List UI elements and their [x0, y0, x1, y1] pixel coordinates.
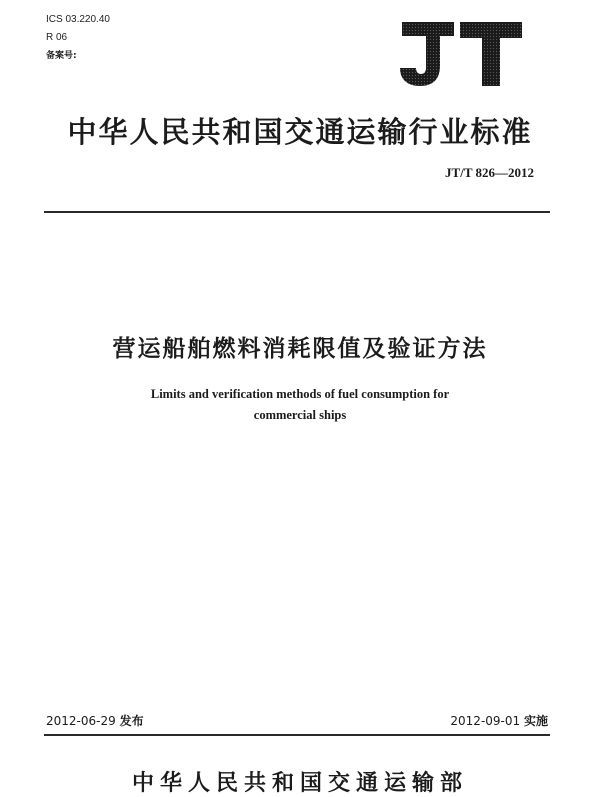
implementation-date-block	[450, 712, 548, 729]
issue-date: 2012-06-29	[46, 714, 116, 728]
english-title	[0, 384, 600, 426]
issue-label: 发布	[119, 714, 144, 728]
filing-number-label: 备案号:	[46, 51, 77, 61]
implementation-date: 2012-09-01	[450, 714, 521, 728]
english-title-line1: Limits and verification methods of fuel consumption for	[150, 387, 450, 401]
english-title-line2: commercial ships	[253, 408, 347, 422]
chinese-title: 营运船舶燃料消耗限值及验证方法	[112, 336, 488, 362]
top-divider	[44, 211, 550, 213]
jt-logo-graphic	[396, 14, 526, 90]
issue-date-block	[46, 712, 144, 729]
standard-code: JT/T 826—2012	[445, 165, 534, 180]
bottom-divider	[44, 734, 550, 736]
ccs-number: R 06	[46, 32, 68, 43]
publisher: 中华人民共和国交通运输部	[131, 771, 468, 796]
jt-logo	[396, 14, 526, 90]
implementation-label: 实施	[523, 714, 548, 728]
ics-number: ICS 03.220.40	[46, 14, 110, 25]
issuing-authority-title: 中华人民共和国交通运输行业标准	[67, 115, 533, 149]
